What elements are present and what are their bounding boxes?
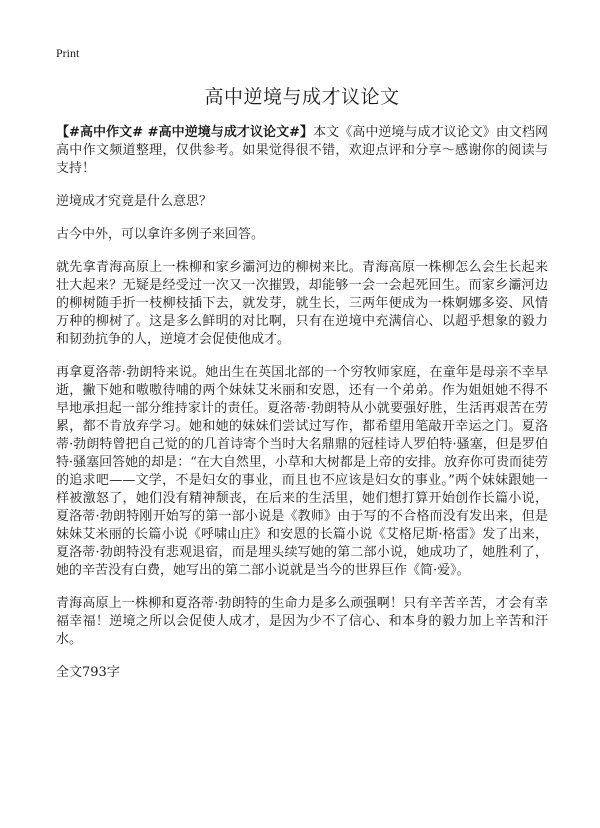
- paragraph-examples: 古今中外，可以拿许多例子来回答。: [56, 227, 265, 242]
- paragraph-bronte: 再拿夏洛蒂·勃朗特来说。她出生在英国北部的一个穷牧师家庭，在童年是母亲不幸早逝，撇下她和嗷嗷待哺的两个妹妹艾米丽和安恩，还有一个弟弟。作为姐姐她不得不早地承担起一部分维持家计的责任。夏洛蒂·勃朗特从小就要强好胜，生活再艰苦在劳累，都不肯放弃学习。她和她的妹妹们尝试过写作，都希望用笔敲开幸运之门。夏洛蒂·勃朗特曾把自己觉的的几首诗寄个当时大名鼎鼎的冠桂诗人罗伯特·骚塞，但是罗伯特·骚塞回答她的却是：“在大自然里，小草和大树都是上帝的安排。放弃你可贵而徒劳的追求吧——文学，不是妇女的事业，而且也不应该是妇女的事业。”两个妹妹跟她一样被激怒了，她们没有精神颓丧，在后来的生活里，她们想打算开始创作长篇小说，夏洛蒂·勃朗特刚开始写的第一部小说是《教师》由于写的不合格而没有发出来，但是妹妹艾米丽的长篇小说《呼啸山庄》和安恩的长篇小说《艾格尼斯·格雷》发了出来，夏洛蒂·勃朗特没有悲观退宿，而是埋头续写她的第二部小说，她成功了，她胜利了，她的辛苦没有白费，她写出的第二部小说就是当今的世界巨作《简·爱》。: [56, 365, 548, 578]
- paragraph-question: 逆境成才究竟是什么意思？: [56, 194, 213, 209]
- print-link[interactable]: Print: [56, 46, 80, 60]
- article-title: 高中逆境与成才议论文: [204, 86, 400, 108]
- paragraph-conclusion: 青海高原上一株柳和夏洛蒂·勃朗特的生命力是多么顽强啊！只有辛苦辛苦，才会有幸福幸福！逆境之所以会促使人成才，是因为少不了信心、和本身的毅力加上辛苦和汗水。: [56, 596, 548, 647]
- word-count: 全文793字: [56, 665, 120, 680]
- intro-paragraph: [56, 124, 548, 178]
- paragraph-willow: 就先拿青海高原上一株柳和家乡灞河边的柳树来比。青海高原一株柳怎么会生长起来壮大起来？无疑是经受过一次又一次摧毁，却能够一会一会起死回生。而家乡灞河边的柳树随手折一枝柳枝插下去，就发芽，就生长，三两年便成为一株婀娜多姿、风情万种的柳树了。这是多么鲜明的对比啊，只有在逆境中充满信心、以超乎想象的毅力和韧劲抗争的人，逆境才会促使他成才。: [56, 260, 548, 347]
- document-page: [56, 44, 548, 697]
- intro-text: 本文《高中逆境与成才议论文》由文档网高中作文频道整理，仅供参考。如果觉得很不错，欢迎点评和分享～感谢你的阅读与支持！: [56, 125, 548, 176]
- intro-tags: 【#高中作文# #高中逆境与成才议论文#】: [56, 125, 314, 140]
